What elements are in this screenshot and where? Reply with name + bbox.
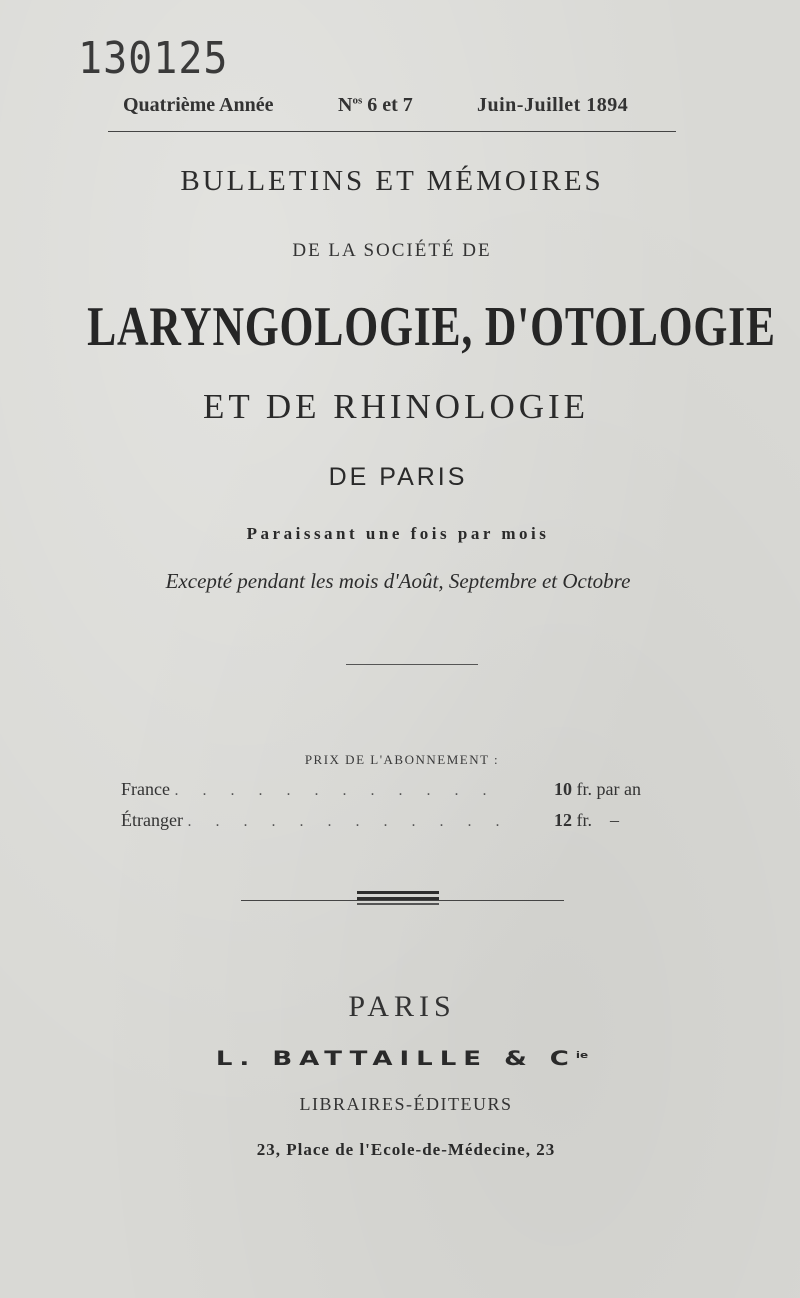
subscription-label bbox=[121, 810, 509, 831]
title-societe: DE LA SOCIÉTÉ DE bbox=[292, 240, 492, 261]
publisher-name bbox=[0, 1048, 800, 1071]
subscription-heading: PRIX DE L'ABONNEMENT : bbox=[304, 752, 500, 767]
issue-year: Quatrième Année bbox=[123, 94, 274, 116]
leader-dots: . . . . . . . . . . . . bbox=[187, 813, 510, 830]
leader-dots: . . . . . . . . . . . . bbox=[174, 782, 497, 799]
subscription-unit: fr. par an bbox=[576, 779, 641, 799]
subscription-amount: 10 bbox=[554, 779, 572, 799]
title-de-paris: DE PARIS bbox=[328, 463, 468, 491]
publisher-name-text: L. BATTAILLE & C bbox=[215, 1047, 576, 1071]
publisher-city: PARIS bbox=[348, 990, 456, 1023]
accession-stamp: 130125 bbox=[78, 34, 229, 84]
publication-exception: Excepté pendant les mois d'Août, Septembre et Octobre bbox=[165, 569, 631, 593]
issue-number bbox=[338, 94, 413, 117]
title-laryngologie: LARYNGOLOGIE, D'OTOLOGIE bbox=[87, 296, 776, 358]
issue-number-sup: os bbox=[352, 94, 363, 107]
subscription-price bbox=[554, 779, 641, 800]
issue-date: Juin-Juillet 1894 bbox=[477, 94, 629, 116]
subscription-amount: 12 bbox=[554, 810, 572, 830]
publisher-address: 23, Place de l'Ecole-de-Médecine, 23 bbox=[256, 1140, 556, 1159]
subscription-label-text: Étranger bbox=[121, 810, 183, 830]
title-rhinologie: ET DE RHINOLOGIE bbox=[202, 387, 590, 426]
top-rule bbox=[108, 131, 676, 132]
subscription-label bbox=[121, 779, 496, 800]
title-bulletins: BULLETINS ET MÉMOIRES bbox=[180, 165, 604, 197]
publication-frequency: Paraissant une fois par mois bbox=[246, 524, 550, 543]
subscription-unit: fr. – bbox=[576, 810, 619, 830]
publisher-name-sup: ie bbox=[575, 1049, 589, 1061]
subscription-label-text: France bbox=[121, 779, 170, 799]
ornament-bars bbox=[357, 891, 439, 913]
publisher-role: LIBRAIRES-ÉDITEURS bbox=[299, 1094, 513, 1114]
subscription-price bbox=[554, 810, 619, 831]
issue-number-prefix: N bbox=[338, 94, 353, 116]
middle-rule bbox=[346, 664, 478, 665]
issue-number-value: 6 et 7 bbox=[367, 94, 413, 116]
